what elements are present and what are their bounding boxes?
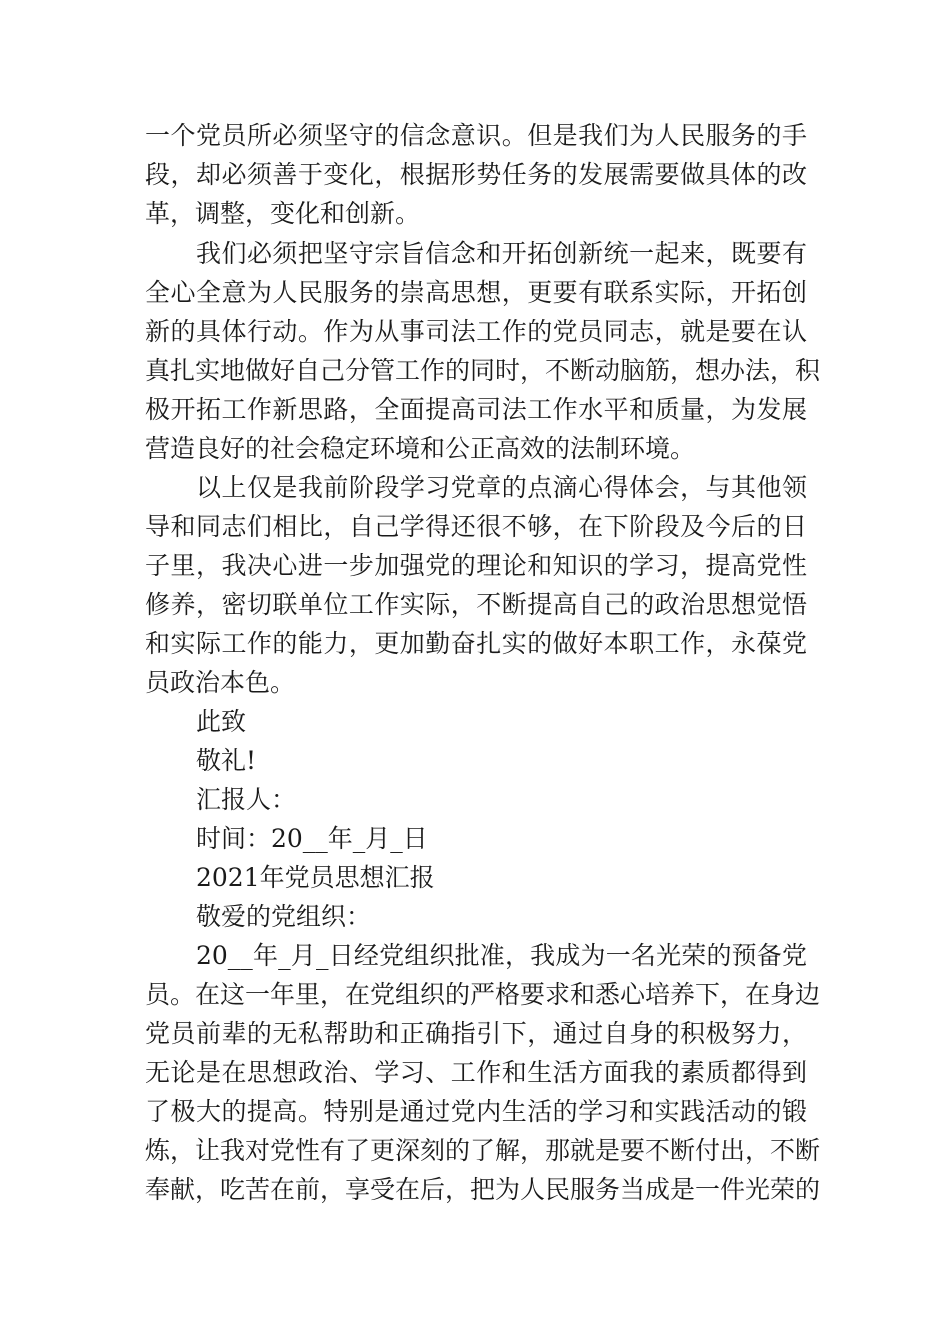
paragraph-first-line: 我们必须把坚守宗旨信念和开拓创新统一起来，既要有 xyxy=(196,239,807,268)
text-line: 极开拓工作新思路，全面提高司法工作水平和质量，为发展 xyxy=(145,395,807,424)
text-line: 全心全意为人民服务的崇高思想，更要有联系实际，开拓创 xyxy=(145,278,807,307)
text-line: 炼，让我对党性有了更深刻的了解，那就是要不断付出，不断 xyxy=(145,1136,821,1165)
text-line: 无论是在思想政治、学习、工作和生活方面我的素质都得到 xyxy=(145,1058,807,1087)
text-line: 段，却必须善于变化，根据形势任务的发展需要做具体的改 xyxy=(145,160,807,189)
text-line: 和实际工作的能力，更加勤奋扎实的做好本职工作，永葆党 xyxy=(145,629,807,658)
text-line: 修养，密切联单位工作实际，不断提高自己的政治思想觉悟 xyxy=(145,590,807,619)
text-line: 革，调整，变化和创新。 xyxy=(145,199,421,228)
date-line: 时间：20__年_月_日 xyxy=(196,824,428,853)
text-line: 员政治本色。 xyxy=(145,668,296,697)
section-title: 2021年党员思想汇报 xyxy=(196,863,435,892)
paragraph-first-line: 20__年_月_日经党组织批准，我成为一名光荣的预备党 xyxy=(196,941,807,970)
greeting: 敬爱的党组织： xyxy=(196,902,372,931)
text-line: 营造良好的社会稳定环境和公正高效的法制环境。 xyxy=(145,434,696,463)
text-line: 了极大的提高。特别是通过党内生活的学习和实践活动的锻 xyxy=(145,1097,807,1126)
text-line: 一个党员所必须坚守的信念意识。但是我们为人民服务的手 xyxy=(145,121,807,150)
text-line: 子里，我决心进一步加强党的理论和知识的学习，提高党性 xyxy=(145,551,807,580)
text-line: 新的具体行动。作为从事司法工作的党员同志，就是要在认 xyxy=(145,317,807,346)
closing-regards: 敬礼! xyxy=(196,746,257,775)
closing-salutation: 此致 xyxy=(196,707,247,736)
paragraph-first-line: 以上仅是我前阶段学习党章的点滴心得体会，与其他领 xyxy=(196,473,807,502)
text-line: 奉献，吃苦在前，享受在后，把为人民服务当成是一件光荣的 xyxy=(145,1175,821,1204)
text-line: 党员前辈的无私帮助和正确指引下，通过自身的积极努力， xyxy=(145,1019,807,1048)
text-line: 导和同志们相比，自己学得还很不够，在下阶段及今后的日 xyxy=(145,512,807,541)
text-line: 真扎实地做好自己分管工作的同时，不断动脑筋，想办法，积 xyxy=(145,356,821,385)
reporter-label: 汇报人： xyxy=(196,785,297,814)
text-line: 员。在这一年里，在党组织的严格要求和悉心培养下，在身边 xyxy=(145,980,821,1009)
